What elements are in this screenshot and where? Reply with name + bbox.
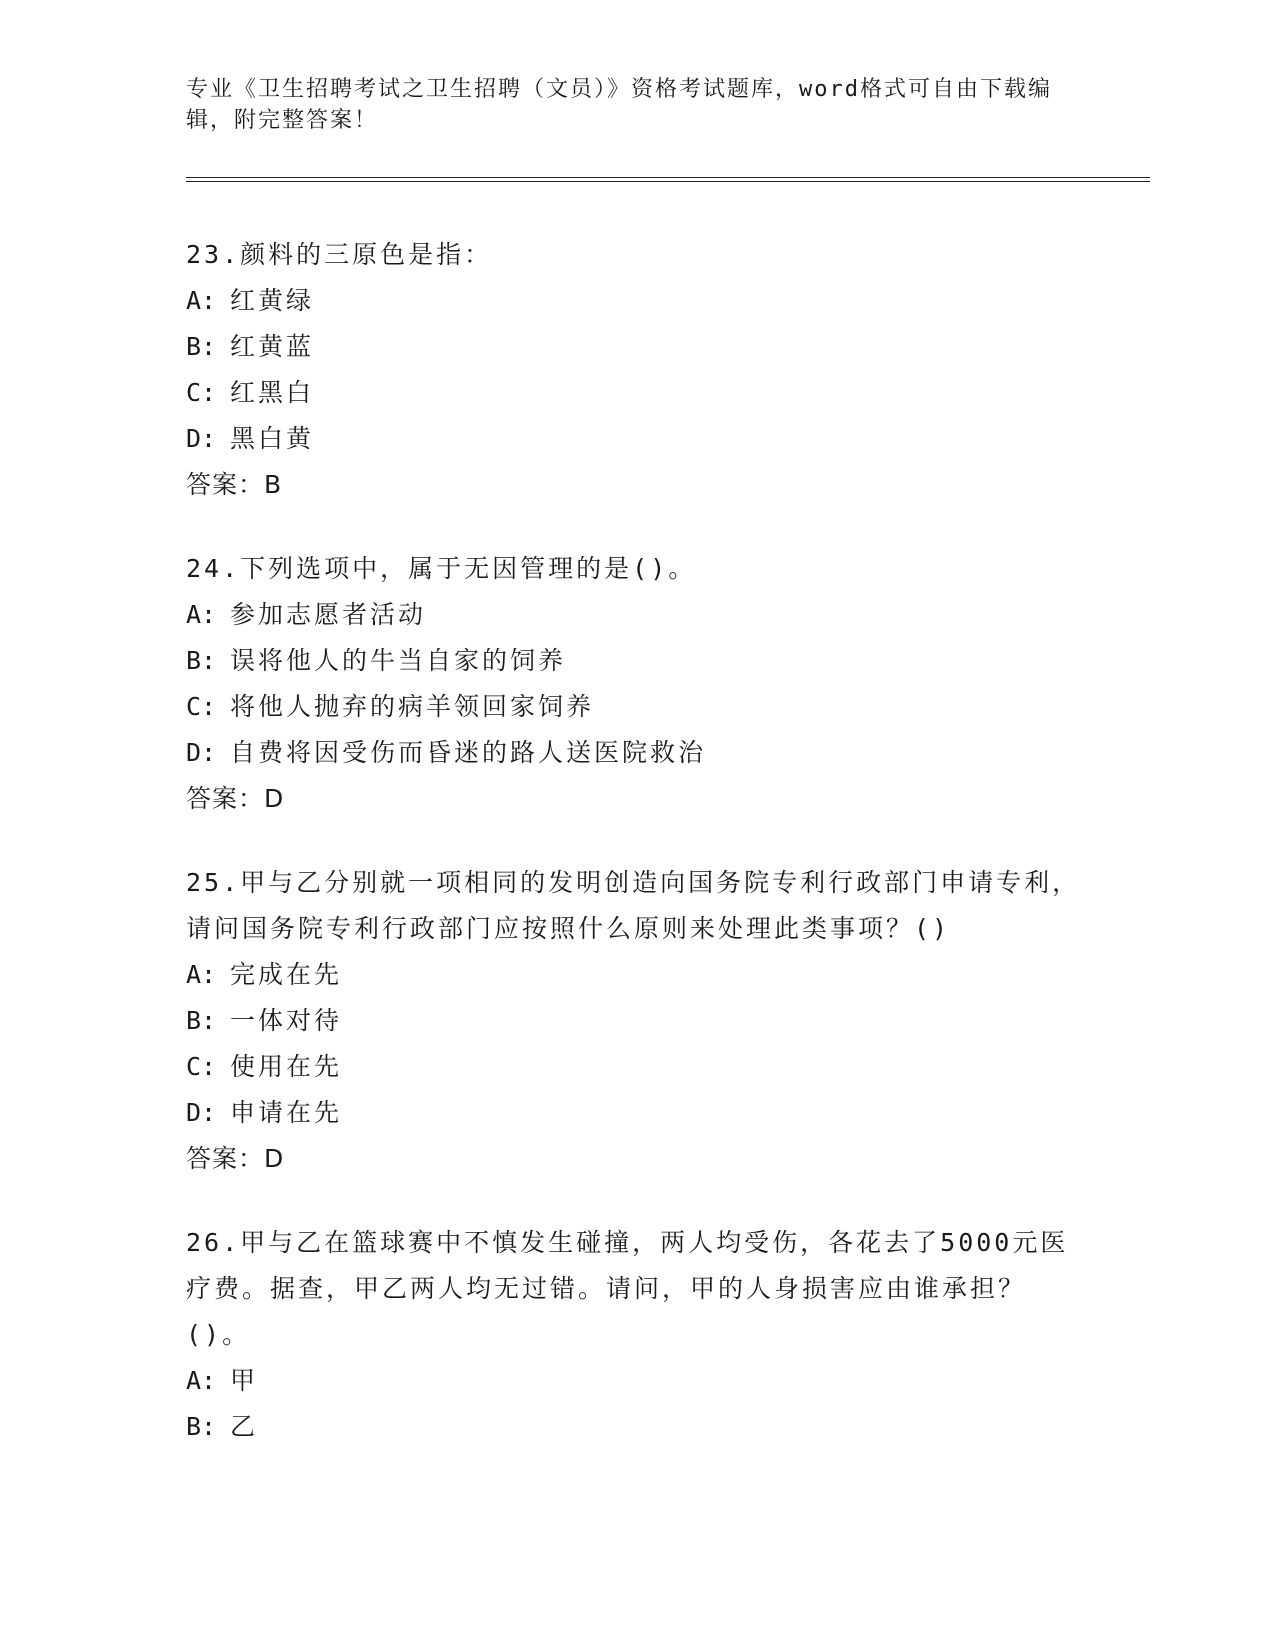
option-a: A: 完成在先 — [186, 960, 343, 989]
question-stem: 24.下列选项中，属于无因管理的是()。 — [186, 554, 697, 583]
question-25 — [186, 860, 1086, 1182]
question-list — [186, 232, 1086, 1488]
option-c: C: 将他人抛弃的病羊领回家饲养 — [186, 692, 595, 721]
answer-line: 答案：D — [186, 784, 285, 813]
option-b: B: 一体对待 — [186, 1006, 343, 1035]
option-c: C: 使用在先 — [186, 1052, 343, 1081]
option-c: C: 红黑白 — [186, 378, 315, 407]
document-header: 专业《卫生招聘考试之卫生招聘（文员）》资格考试题库，word格式可自由下载编辑，附完整答案！ — [186, 77, 1052, 133]
answer-line: 答案：D — [186, 1144, 285, 1173]
question-stem: 25.甲与乙分别就一项相同的发明创造向国务院专利行政部门申请专利，请问国务院专利行政部门应按照什么原则来处理此类事项？() — [186, 868, 1081, 943]
option-a: A: 红黄绿 — [186, 286, 315, 315]
option-a: A: 甲 — [186, 1366, 259, 1395]
header-rule-top — [186, 177, 1150, 178]
question-23 — [186, 232, 1086, 508]
option-a: A: 参加志愿者活动 — [186, 600, 427, 629]
question-24 — [186, 546, 1086, 822]
option-d: D: 黑白黄 — [186, 424, 315, 453]
header-rule-bottom — [186, 181, 1150, 182]
option-b: B: 误将他人的牛当自家的饲养 — [186, 646, 567, 675]
option-d: D: 自费将因受伤而昏迷的路人送医院救治 — [186, 738, 707, 767]
question-stem: 23.颜料的三原色是指： — [186, 240, 493, 269]
question-stem: 26.甲与乙在篮球赛中不慎发生碰撞，两人均受伤，各花去了5000元医疗费。据查，甲乙两人均无过错。请问，甲的人身损害应由谁承担？()。 — [186, 1228, 1069, 1349]
question-26 — [186, 1220, 1086, 1450]
answer-line: 答案：B — [186, 470, 283, 499]
option-b: B: 红黄蓝 — [186, 332, 315, 361]
option-d: D: 申请在先 — [186, 1098, 343, 1127]
option-b: B: 乙 — [186, 1412, 259, 1441]
